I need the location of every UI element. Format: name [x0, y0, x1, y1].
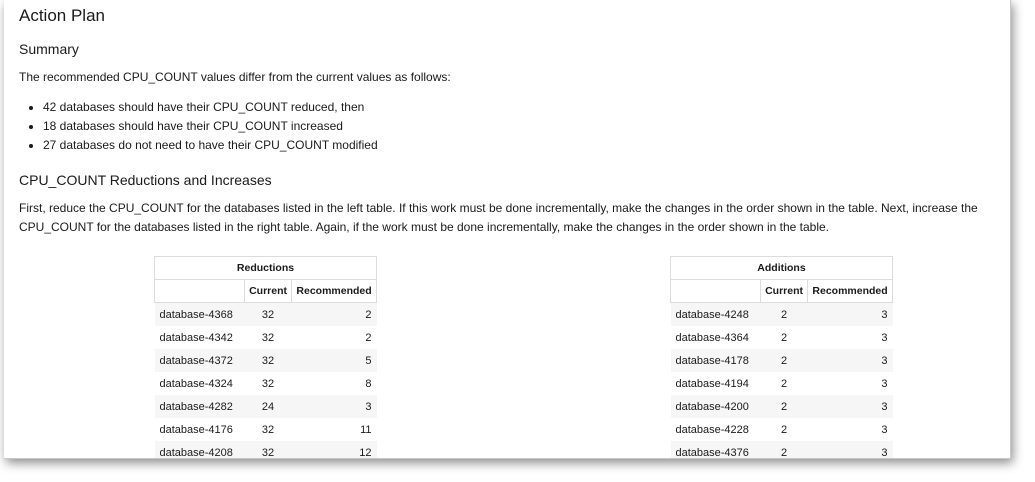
database-name-cell: database-4178	[671, 349, 761, 372]
column-header-recommended: Recommended	[808, 280, 893, 303]
table-header-blank	[155, 280, 245, 303]
database-name-cell: database-4282	[155, 395, 245, 418]
column-header-recommended: Recommended	[292, 280, 377, 303]
additions-table-title: Additions	[671, 257, 893, 280]
current-value-cell: 2	[761, 418, 808, 441]
current-value-cell: 32	[245, 418, 292, 441]
table-row	[155, 303, 377, 327]
table-row	[155, 418, 377, 441]
recommended-value-cell: 3	[808, 395, 893, 418]
recommended-value-cell: 3	[292, 395, 377, 418]
database-name-cell: database-4372	[155, 349, 245, 372]
recommended-value-cell: 3	[808, 349, 893, 372]
recommended-value-cell: 3	[808, 303, 893, 327]
table-row	[155, 349, 377, 372]
reductions-table-title: Reductions	[155, 257, 377, 280]
current-value-cell: 32	[245, 372, 292, 395]
table-row	[155, 395, 377, 418]
recommended-value-cell: 2	[292, 326, 377, 349]
table-row	[671, 441, 893, 459]
current-value-cell: 2	[761, 372, 808, 395]
current-value-cell: 2	[761, 349, 808, 372]
recommended-value-cell: 3	[808, 441, 893, 459]
database-name-cell: database-4364	[671, 326, 761, 349]
table-row	[671, 395, 893, 418]
summary-intro: The recommended CPU_COUNT values differ from the current values as follows:	[19, 70, 451, 84]
database-name-cell: database-4228	[671, 418, 761, 441]
database-name-cell: database-4248	[671, 303, 761, 327]
recommended-value-cell: 2	[292, 303, 377, 327]
database-name-cell: database-4342	[155, 326, 245, 349]
database-name-cell: database-4376	[671, 441, 761, 459]
table-row	[671, 372, 893, 395]
table-row	[671, 418, 893, 441]
recommended-value-cell: 5	[292, 349, 377, 372]
changes-heading: CPU_COUNT Reductions and Increases	[19, 172, 272, 188]
recommended-value-cell: 11	[292, 418, 377, 441]
summary-list	[19, 98, 378, 155]
current-value-cell: 2	[761, 441, 808, 459]
current-value-cell: 32	[245, 326, 292, 349]
column-header-current: Current	[245, 280, 292, 303]
database-name-cell: database-4200	[671, 395, 761, 418]
page-title: Action Plan	[19, 6, 105, 25]
summary-heading: Summary	[19, 41, 79, 57]
database-name-cell: database-4368	[155, 303, 245, 327]
current-value-cell: 2	[761, 303, 808, 327]
changes-description: First, reduce the CPU_COUNT for the databases listed in the left table. If this work must be done incrementally, make the changes in the order shown in the table. Next, increase the CPU_COUNT for the databases listed in the right table. Again, if the work must be done incrementally, make the changes in the order shown in the table.	[19, 201, 978, 234]
additions-table	[670, 256, 893, 459]
current-value-cell: 32	[245, 349, 292, 372]
list-item: • 27 databases do not need to have their CPU_COUNT modified	[43, 136, 378, 155]
database-name-cell: database-4208	[155, 441, 245, 459]
recommended-value-cell: 3	[808, 326, 893, 349]
table-row	[671, 349, 893, 372]
table-row	[155, 372, 377, 395]
database-name-cell: database-4176	[155, 418, 245, 441]
list-item: • 42 databases should have their CPU_COUNT reduced, then	[43, 98, 378, 117]
table-row	[155, 326, 377, 349]
table-row	[671, 326, 893, 349]
database-name-cell: database-4194	[671, 372, 761, 395]
recommended-value-cell: 12	[292, 441, 377, 459]
reductions-table	[154, 256, 377, 459]
current-value-cell: 2	[761, 326, 808, 349]
table-row	[155, 441, 377, 459]
table-row	[671, 303, 893, 327]
current-value-cell: 32	[245, 303, 292, 327]
list-item: • 18 databases should have their CPU_COUNT increased	[43, 117, 378, 136]
column-header-current: Current	[761, 280, 808, 303]
current-value-cell: 24	[245, 395, 292, 418]
recommended-value-cell: 3	[808, 418, 893, 441]
database-name-cell: database-4324	[155, 372, 245, 395]
current-value-cell: 2	[761, 395, 808, 418]
table-header-blank	[671, 280, 761, 303]
recommended-value-cell: 8	[292, 372, 377, 395]
report-window	[4, 0, 1011, 459]
current-value-cell: 32	[245, 441, 292, 459]
recommended-value-cell: 3	[808, 372, 893, 395]
